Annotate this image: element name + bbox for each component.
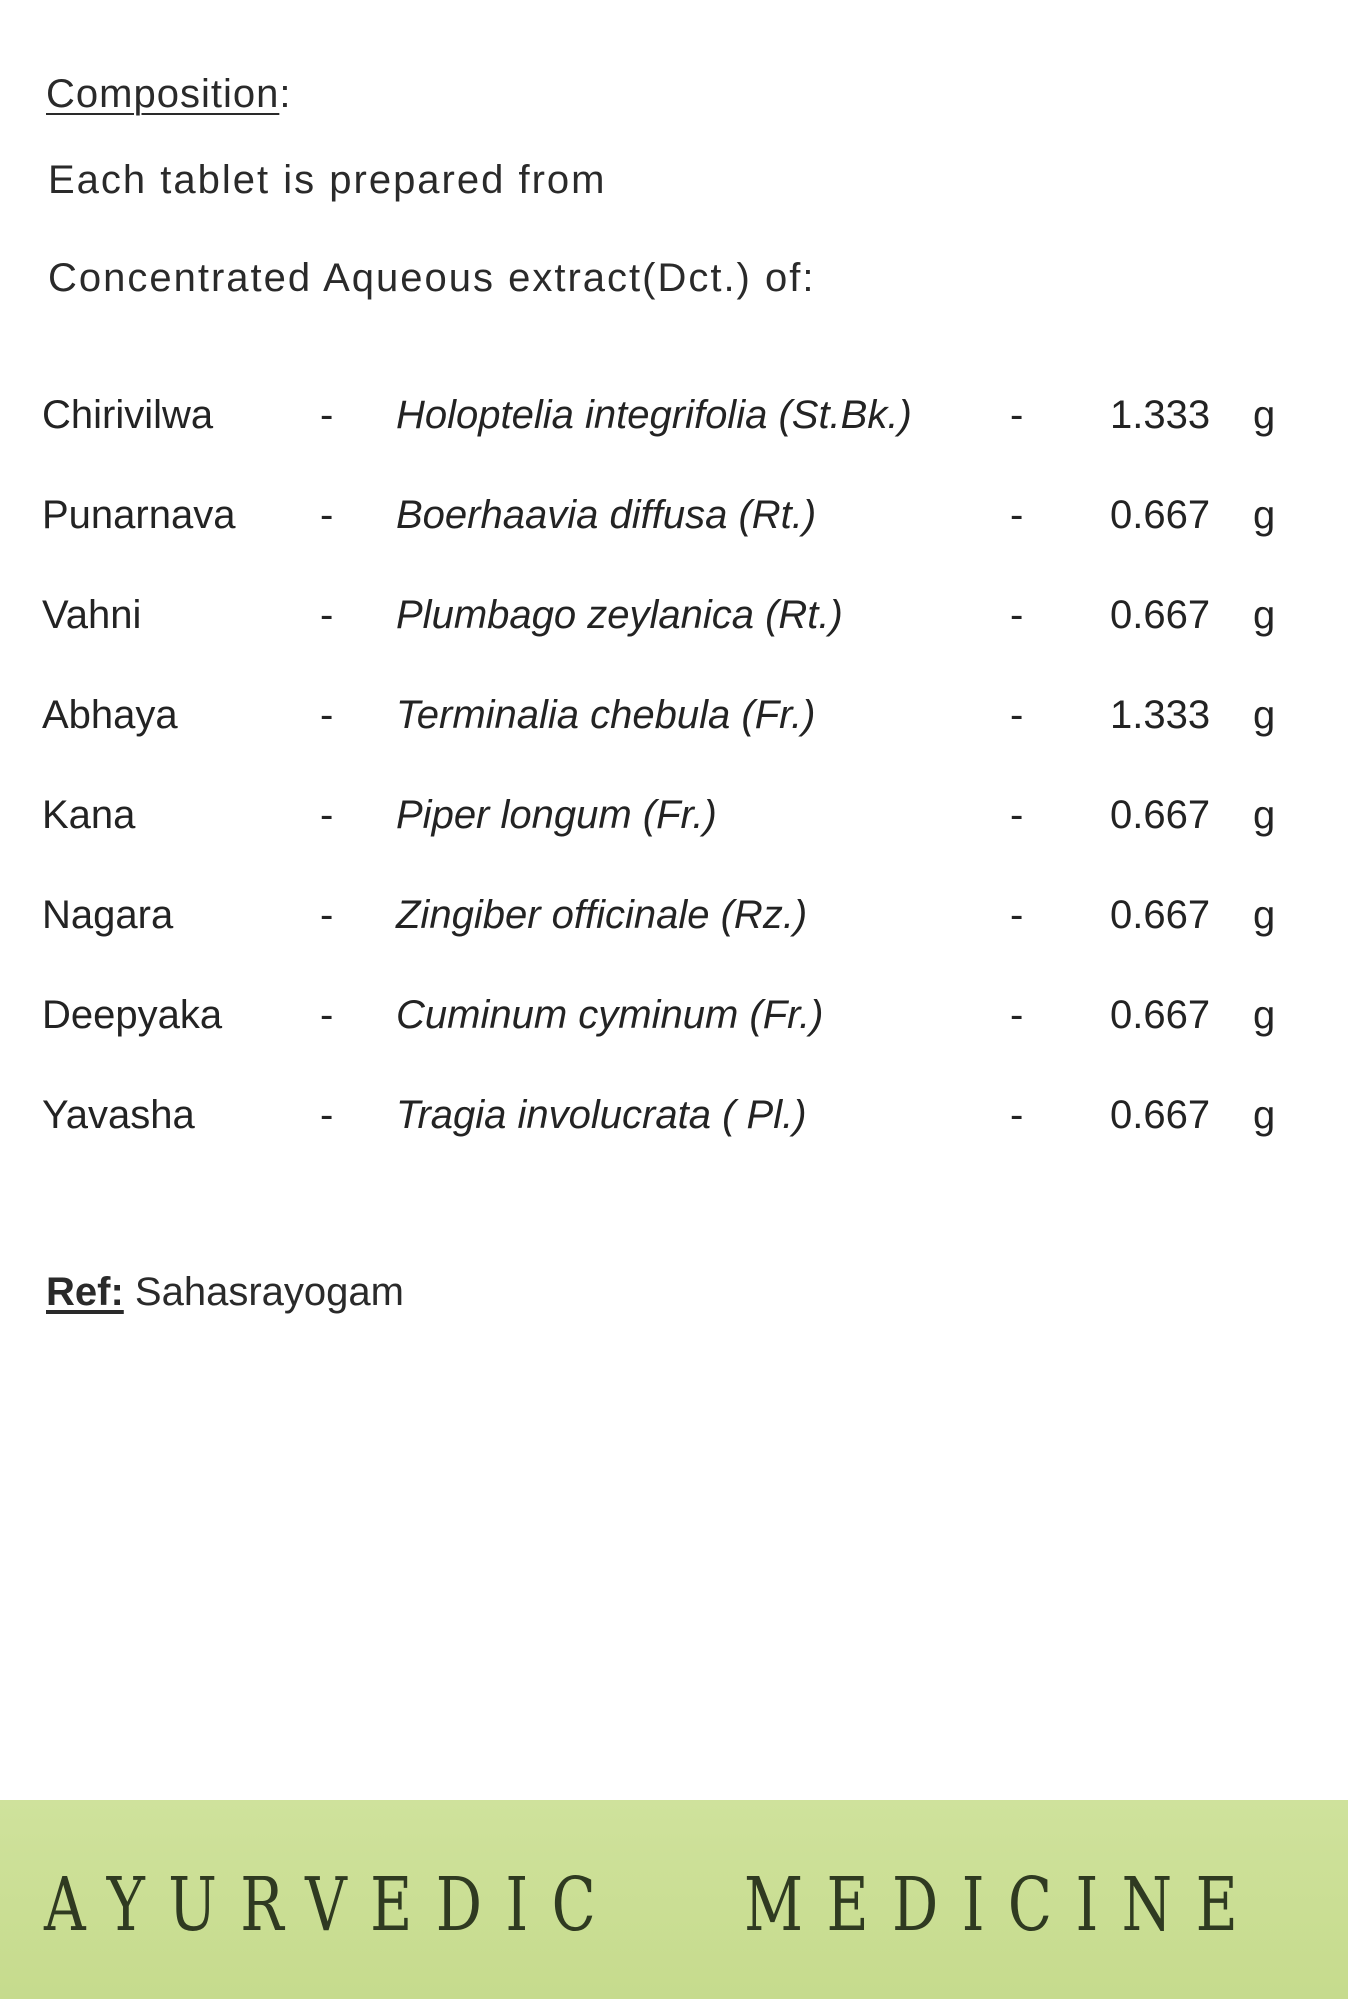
ingredient-unit: g [1253, 593, 1276, 637]
ingredient-row [0, 393, 1348, 453]
ingredient-common-name: Deepyaka [42, 993, 223, 1037]
ingredient-quantity: 0.667 [1110, 593, 1211, 637]
composition-heading [46, 72, 291, 117]
ingredient-quantity: 1.333 [1110, 693, 1211, 737]
ingredient-separator: - [320, 693, 334, 737]
ingredient-common-name: Nagara [42, 893, 174, 937]
ingredient-botanical-name: Holoptelia integrifolia (St.Bk.) [396, 393, 912, 437]
ingredient-separator: - [320, 1093, 334, 1137]
composition-colon: : [279, 72, 292, 116]
ingredient-row [0, 793, 1348, 853]
ingredient-botanical-name: Zingiber officinale (Rz.) [396, 893, 808, 937]
intro-line-2: Concentrated Aqueous extract(Dct.) of: [48, 256, 816, 300]
ingredient-botanical-name: Boerhaavia diffusa (Rt.) [396, 493, 817, 537]
ingredient-unit: g [1253, 993, 1276, 1037]
ingredient-separator: - [1010, 993, 1024, 1037]
ingredient-quantity: 0.667 [1110, 893, 1211, 937]
ingredient-quantity: 0.667 [1110, 793, 1211, 837]
composition-title: Composition [46, 72, 280, 116]
ingredient-row [0, 593, 1348, 653]
ingredient-common-name: Kana [42, 793, 136, 837]
ingredient-quantity: 0.667 [1110, 493, 1211, 537]
ingredient-common-name: Vahni [42, 593, 142, 637]
ingredient-botanical-name: Cuminum cyminum (Fr.) [396, 993, 824, 1037]
ingredient-botanical-name: Terminalia chebula (Fr.) [396, 693, 816, 737]
ingredient-botanical-name: Piper longum (Fr.) [396, 793, 717, 837]
ingredient-common-name: Chirivilwa [42, 393, 214, 437]
ingredient-separator: - [320, 893, 334, 937]
reference [46, 1270, 404, 1315]
ingredient-separator: - [1010, 493, 1024, 537]
reference-label: Ref: [46, 1270, 124, 1314]
ingredient-row [0, 993, 1348, 1053]
ingredient-separator: - [320, 593, 334, 637]
ingredient-unit: g [1253, 493, 1276, 537]
ingredient-quantity: 1.333 [1110, 393, 1211, 437]
ingredient-common-name: Punarnava [42, 493, 236, 537]
ingredient-separator: - [1010, 1093, 1024, 1137]
ingredient-row [0, 1093, 1348, 1153]
footer-word-ayurvedic: AYURVEDIC [44, 1862, 620, 1948]
ingredient-unit: g [1253, 1093, 1276, 1137]
ingredient-separator: - [1010, 693, 1024, 737]
ingredient-separator: - [320, 493, 334, 537]
ingredient-separator: - [320, 993, 334, 1037]
ingredient-row [0, 493, 1348, 553]
ingredient-quantity: 0.667 [1110, 1093, 1211, 1137]
footer-word-medicine: MEDICINE [744, 1862, 1262, 1948]
ingredient-separator: - [1010, 393, 1024, 437]
ingredient-separator: - [320, 393, 334, 437]
ingredient-botanical-name: Tragia involucrata ( Pl.) [396, 1093, 807, 1137]
ingredient-unit: g [1253, 893, 1276, 937]
ingredient-botanical-name: Plumbago zeylanica (Rt.) [396, 593, 843, 637]
reference-value: Sahasrayogam [134, 1270, 404, 1314]
ingredient-common-name: Yavasha [42, 1093, 195, 1137]
ingredient-separator: - [1010, 593, 1024, 637]
ingredient-separator: - [320, 793, 334, 837]
ingredient-unit: g [1253, 793, 1276, 837]
ingredient-row [0, 693, 1348, 753]
ingredient-common-name: Abhaya [42, 693, 178, 737]
ingredient-separator: - [1010, 793, 1024, 837]
ingredient-unit: g [1253, 393, 1276, 437]
ingredient-unit: g [1253, 693, 1276, 737]
ingredient-quantity: 0.667 [1110, 993, 1211, 1037]
intro-line-1: Each tablet is prepared from [48, 158, 607, 202]
ingredient-row [0, 893, 1348, 953]
ingredient-separator: - [1010, 893, 1024, 937]
